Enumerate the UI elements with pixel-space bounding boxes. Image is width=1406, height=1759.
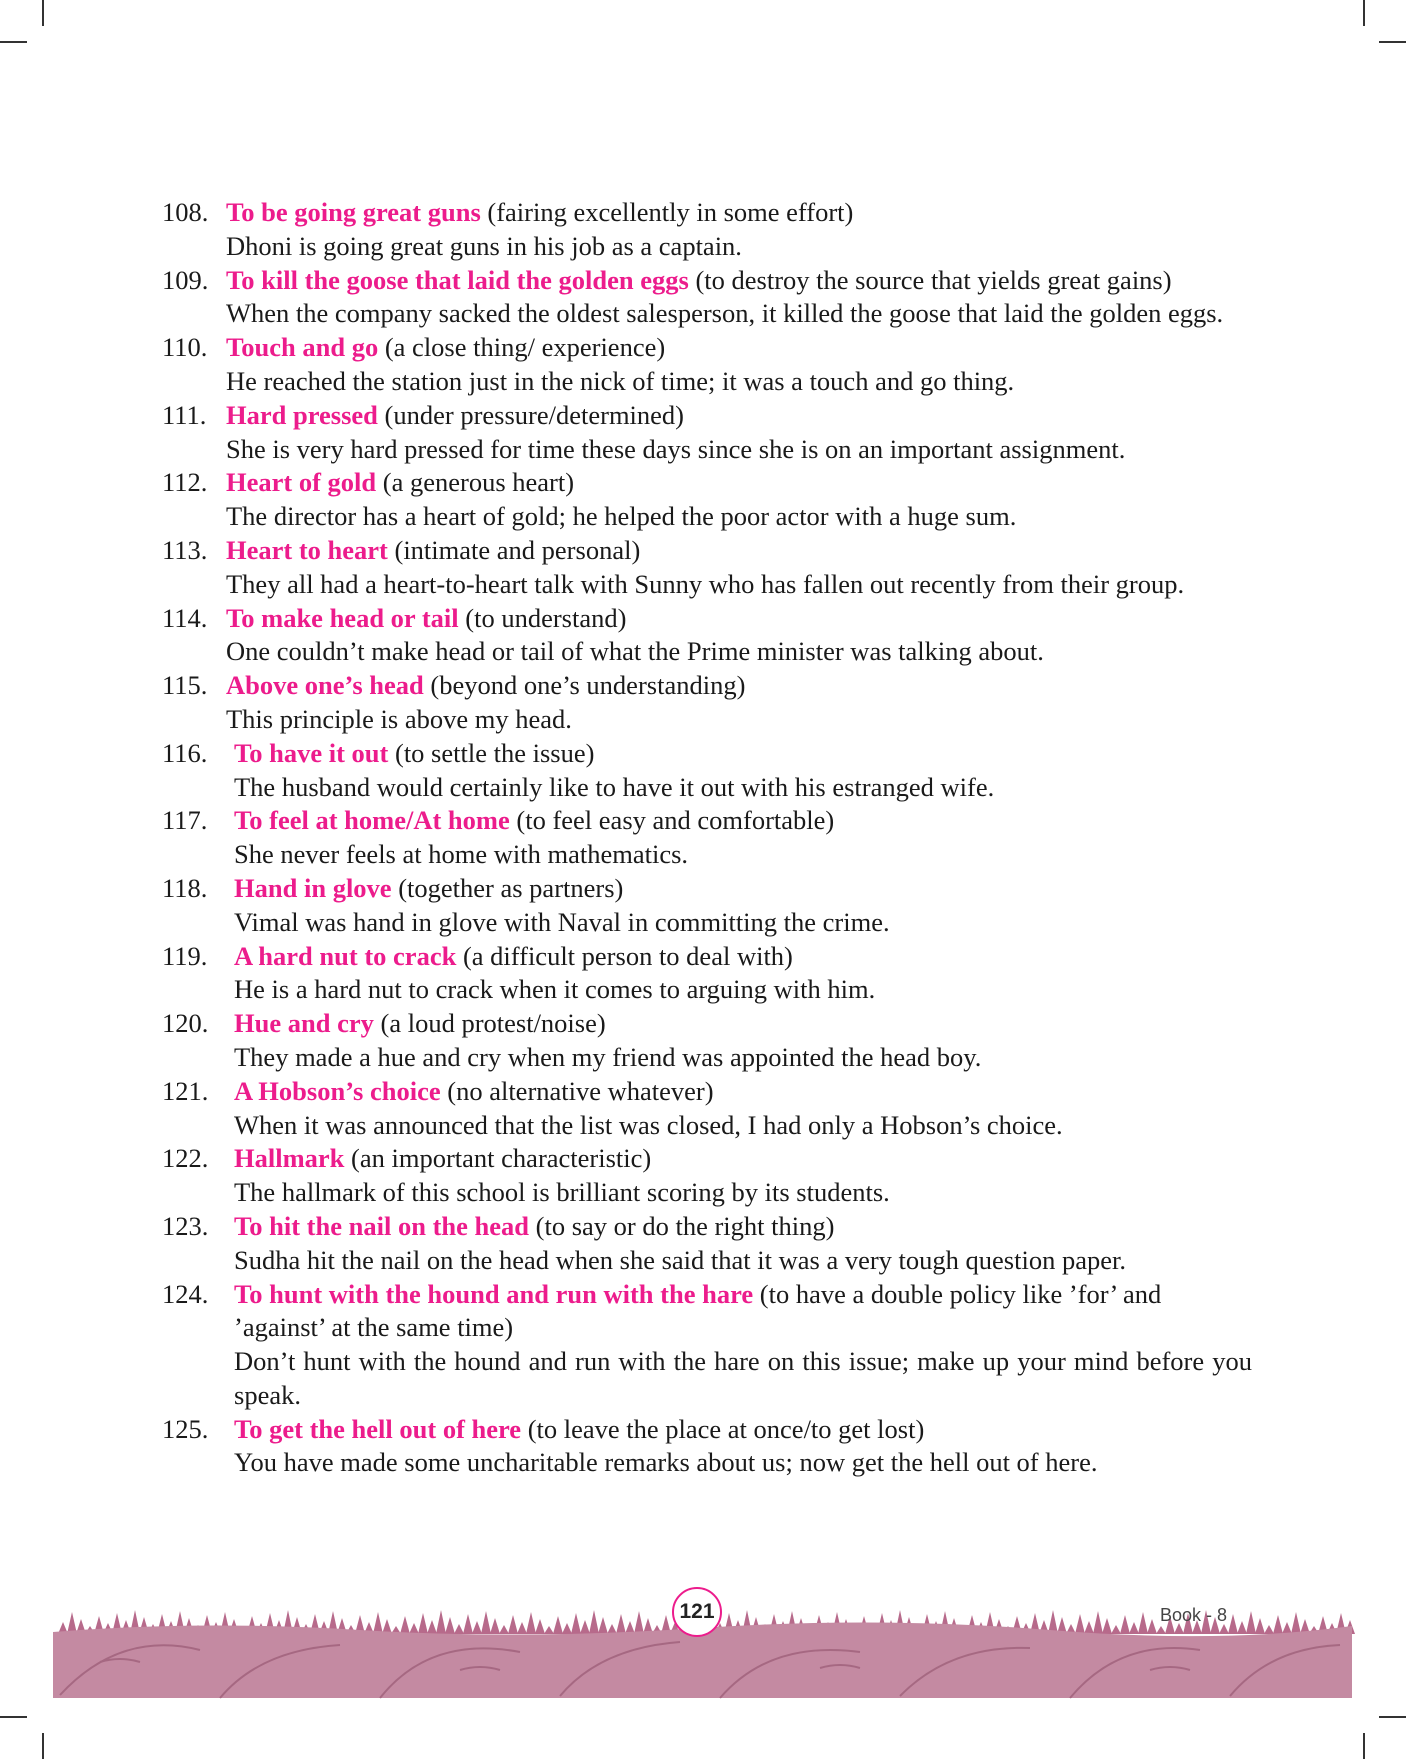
tree-icon — [544, 1626, 554, 1634]
tree-icon — [508, 1615, 518, 1634]
tree-icon — [1273, 1615, 1283, 1634]
idiom-entry — [162, 466, 1252, 534]
idiom-phrase: To have it out — [234, 737, 389, 768]
tree-icon — [481, 1611, 491, 1634]
idiom-entry — [162, 737, 1252, 805]
crop-mark — [1379, 1716, 1406, 1718]
example-sentence: When the company sacked the oldest salesperson, it killed the goose that laid the golden eggs. — [226, 298, 1224, 329]
tree-icon — [1156, 1626, 1166, 1634]
idiom-meaning: (to say or do the right thing) — [535, 1210, 835, 1241]
tree-icon — [1282, 1622, 1292, 1634]
tree-icon — [1084, 1621, 1094, 1634]
idiom-phrase: Touch and go — [226, 332, 379, 363]
tree-icon — [472, 1621, 482, 1634]
example-sentence: The hallmark of this school is brilliant scoring by its students. — [234, 1177, 890, 1208]
idiom-meaning: (to have a double policy like ’for’ and ’against’ at the same time) — [234, 1278, 1162, 1343]
tree-icon — [580, 1620, 590, 1634]
idiom-phrase: Hard pressed — [226, 399, 378, 430]
idiom-phrase: A Hobson’s choice — [234, 1075, 441, 1106]
crop-mark — [1379, 41, 1406, 43]
example-sentence: He is a hard nut to crack when it comes to arguing with him. — [234, 974, 876, 1005]
example-sentence: Vimal was hand in glove with Naval in committing the crime. — [234, 906, 890, 937]
entry-heading — [234, 737, 1252, 771]
tree-icon — [1138, 1612, 1148, 1634]
tree-icon — [463, 1614, 473, 1634]
entry-heading — [234, 1075, 1252, 1109]
idiom-meaning: (a close thing/ experience) — [384, 332, 666, 363]
example-sentence: They all had a heart-to-heart talk with Sunny who has fallen out recently from their group. — [226, 568, 1185, 599]
idiom-entry — [162, 534, 1252, 602]
idiom-meaning: (intimate and personal) — [394, 534, 641, 565]
crop-mark — [0, 1716, 27, 1718]
idiom-entry — [162, 1210, 1252, 1278]
entry-number: 118. — [162, 872, 208, 903]
example-sentence: Dhoni is going great guns in his job as a captain. — [226, 230, 742, 261]
idiom-entry — [162, 804, 1252, 872]
idiom-meaning: (no alternative whatever) — [447, 1075, 714, 1106]
tree-icon — [1093, 1611, 1103, 1634]
idiom-meaning: (to settle the issue) — [395, 737, 595, 768]
entry-heading — [234, 1210, 1252, 1244]
page-number: 121 — [672, 1587, 722, 1637]
tree-icon — [1291, 1612, 1301, 1634]
book-label: Book - 8 — [1160, 1605, 1228, 1625]
idiom-entry — [162, 264, 1252, 332]
crop-mark — [0, 41, 27, 43]
tree-icon — [517, 1622, 527, 1634]
tree-icon — [499, 1625, 509, 1634]
idiom-meaning: (a generous heart) — [382, 467, 575, 498]
idiom-meaning: (fairing excellently in some effort) — [487, 197, 854, 227]
entry-number: 115. — [162, 670, 208, 701]
tree-icon — [562, 1623, 572, 1634]
tree-icon — [634, 1611, 644, 1634]
entry-heading — [226, 602, 1252, 636]
example-sentence: He reached the station just in the nick of time; it was a touch and go thing. — [226, 365, 1015, 396]
entry-heading — [234, 804, 1252, 838]
idiom-entry — [162, 196, 1252, 264]
idiom-meaning: (to destroy the source that yields great gains) — [695, 264, 1172, 295]
idiom-meaning: (to understand) — [465, 602, 627, 633]
tree-icon — [436, 1610, 446, 1634]
tree-icon — [1111, 1625, 1121, 1634]
entry-heading — [226, 669, 1252, 703]
entry-number: 113. — [162, 534, 208, 565]
entry-number: 117. — [162, 805, 208, 836]
idiom-meaning: (beyond one’s understanding) — [430, 670, 746, 701]
idiom-phrase: To kill the goose that laid the golden eggs — [226, 264, 689, 295]
tree-icon — [445, 1617, 455, 1634]
entry-heading — [234, 872, 1252, 906]
entry-number: 123. — [162, 1210, 209, 1241]
entry-number: 109. — [162, 264, 209, 295]
example-sentence: She never feels at home with mathematics. — [234, 839, 689, 870]
entry-heading — [226, 196, 1252, 230]
idiom-phrase: Heart to heart — [226, 534, 388, 565]
entry-heading — [226, 399, 1252, 433]
entry-number: 125. — [162, 1413, 209, 1444]
crop-mark — [42, 1733, 44, 1759]
entry-heading — [226, 264, 1252, 298]
tree-icon — [616, 1614, 626, 1634]
tree-icon — [571, 1613, 581, 1634]
tree-icon — [1246, 1611, 1256, 1634]
idiom-meaning: (a loud protest/noise) — [380, 1008, 606, 1039]
entry-heading — [234, 1413, 1252, 1447]
idiom-phrase: Hand in glove — [234, 872, 392, 903]
example-sentence: Sudha hit the nail on the head when she said that it was a very tough question paper. — [234, 1244, 1126, 1275]
entry-heading — [226, 466, 1252, 500]
entry-number: 122. — [162, 1143, 209, 1174]
idiom-entry — [162, 1278, 1252, 1413]
entry-heading — [234, 1007, 1252, 1041]
idiom-meaning: (to feel easy and comfortable) — [516, 805, 835, 836]
tree-icon — [526, 1612, 536, 1634]
entry-number: 110. — [162, 332, 208, 363]
entry-number: 112. — [162, 467, 208, 498]
example-sentence: When it was announced that the list was closed, I had only a Hobson’s choice. — [234, 1109, 1063, 1140]
tree-icon — [1264, 1625, 1274, 1634]
crop-mark — [1363, 0, 1365, 26]
tree-icon — [490, 1618, 500, 1634]
tree-icon — [400, 1616, 410, 1634]
idiom-entry — [162, 399, 1252, 467]
idiom-phrase: Above one’s head — [226, 670, 424, 701]
idiom-phrase: To make head or tail — [226, 602, 459, 633]
idiom-entry — [162, 602, 1252, 670]
idiom-entry — [162, 331, 1252, 399]
example-sentence: She is very hard pressed for time these days since she is on an important assignment. — [226, 433, 1126, 464]
tree-icon — [454, 1624, 464, 1634]
entry-heading — [226, 534, 1252, 568]
entry-number: 121. — [162, 1075, 209, 1106]
tree-icon — [418, 1613, 428, 1634]
idiom-entry — [162, 1142, 1252, 1210]
idiom-entry — [162, 1075, 1252, 1143]
tree-icon — [1237, 1621, 1247, 1634]
idiom-phrase: Hue and cry — [234, 1008, 374, 1039]
tree-icon — [1255, 1618, 1265, 1634]
example-sentence: The husband would certainly like to have it out with his estranged wife. — [234, 771, 995, 802]
entry-heading — [234, 1142, 1252, 1176]
entry-heading — [234, 940, 1252, 974]
tree-icon — [1102, 1618, 1112, 1634]
entry-number: 120. — [162, 1008, 209, 1039]
tree-icon — [1228, 1614, 1238, 1634]
entry-number: 116. — [162, 737, 208, 768]
tree-icon — [1075, 1614, 1085, 1634]
tree-icon — [373, 1612, 383, 1634]
tree-icon — [598, 1617, 608, 1634]
entry-number: 114. — [162, 602, 208, 633]
idiom-phrase: Heart of gold — [226, 467, 377, 498]
idiom-meaning: (an important characteristic) — [351, 1143, 652, 1174]
idiom-phrase: To hit the nail on the head — [234, 1210, 530, 1241]
idiom-phrase: To feel at home/At home — [234, 805, 510, 836]
tree-icon — [553, 1616, 563, 1634]
tree-icon — [409, 1623, 419, 1634]
entry-number: 119. — [162, 940, 208, 971]
entry-heading — [234, 1278, 1252, 1346]
tree-icon — [1147, 1619, 1157, 1634]
idiom-meaning: (together as partners) — [398, 872, 624, 903]
entry-heading — [226, 331, 1252, 365]
tree-icon — [1129, 1622, 1139, 1634]
idiom-meaning: (under pressure/determined) — [384, 399, 685, 430]
entry-number: 124. — [162, 1278, 209, 1309]
tree-icon — [1120, 1615, 1130, 1634]
example-sentence: This principle is above my head. — [226, 703, 572, 734]
example-sentence: One couldn’t make head or tail of what the Prime minister was talking about. — [226, 636, 1044, 667]
idiom-meaning: (to leave the place at once/to get lost) — [527, 1413, 925, 1444]
idiom-phrase: To be going great guns — [226, 197, 481, 227]
idiom-phrase: Hallmark — [234, 1143, 345, 1174]
entry-number: 111. — [162, 399, 207, 430]
idiom-phrase: To hunt with the hound and run with the hare — [234, 1278, 754, 1309]
idiom-phrase: A hard nut to crack — [234, 940, 457, 971]
idiom-list — [162, 196, 1252, 1480]
example-sentence: The director has a heart of gold; he helped the poor actor with a huge sum. — [226, 501, 1017, 532]
idiom-entry — [162, 872, 1252, 940]
idiom-entry — [162, 1413, 1252, 1481]
entry-number: 108. — [162, 197, 209, 227]
idiom-entry — [162, 669, 1252, 737]
example-sentence: Don’t hunt with the hound and run with the hare on this issue; make up your mind before you speak. — [234, 1346, 1252, 1410]
tree-icon — [535, 1619, 545, 1634]
idiom-entry — [162, 940, 1252, 1008]
example-sentence: They made a hue and cry when my friend was appointed the head boy. — [234, 1041, 982, 1072]
idiom-meaning: (a difficult person to deal with) — [462, 940, 793, 971]
tree-icon — [427, 1620, 437, 1634]
idiom-phrase: To get the hell out of here — [234, 1413, 522, 1444]
crop-mark — [1363, 1733, 1365, 1759]
example-sentence: You have made some uncharitable remarks about us; now get the hell out of here. — [234, 1447, 1098, 1478]
tree-icon — [589, 1610, 599, 1634]
idiom-entry — [162, 1007, 1252, 1075]
crop-mark — [42, 0, 44, 26]
